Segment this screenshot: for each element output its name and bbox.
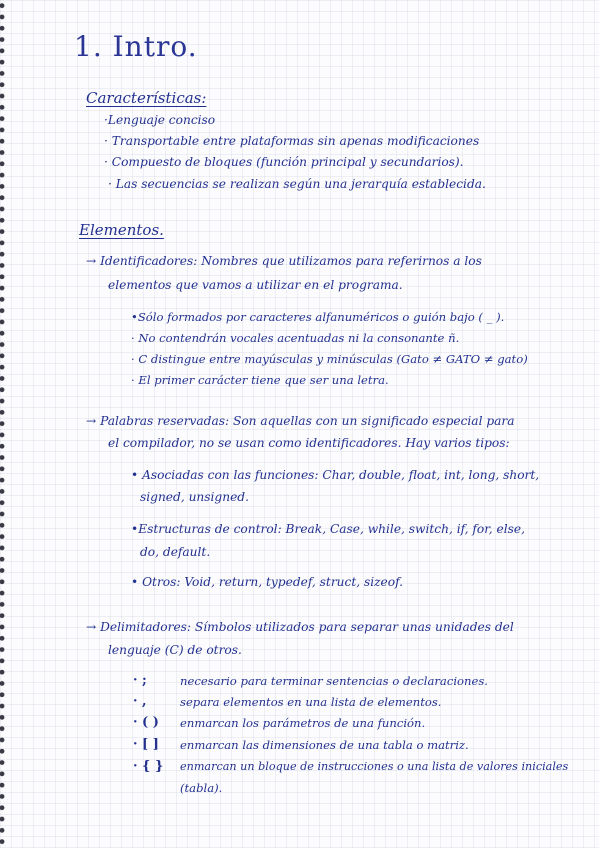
delimitadores-line: → Delimitadores: Símbolos utilizados para separar unas unidades del xyxy=(86,620,514,634)
spiral-binding-holes xyxy=(0,0,8,848)
delimiter-symbol: · ; xyxy=(133,673,147,688)
delimiter-symbol: · , xyxy=(133,694,147,709)
delimiter-description: enmarcan las dimensiones de una tabla o matriz. xyxy=(180,738,469,752)
palabras-asociadas-line: • Asociadas con las funciones: Char, double, float, int, long, short, xyxy=(131,468,540,482)
palabras-reservadas-line: el compilador, no se usan como identificadores. Hay varios tipos: xyxy=(108,436,510,450)
identificadores-item: · No contendrán vocales acentuadas ni la consonante ñ. xyxy=(131,331,460,345)
caracteristica-item: ·Lenguaje conciso xyxy=(104,113,216,127)
delimiter-description: enmarcan los parámetros de una función. xyxy=(180,716,426,730)
identificadores-line: → Identificadores: Nombres que utilizamos para referirnos a los xyxy=(86,254,482,268)
delimiter-description: necesario para terminar sentencias o declaraciones. xyxy=(180,674,488,688)
palabras-control-line: do, default. xyxy=(140,545,211,559)
delimiter-description: enmarcan un bloque de instrucciones o una lista de valores iniciales xyxy=(180,760,569,773)
identificadores-line: elementos que vamos a utilizar en el programa. xyxy=(108,278,403,292)
delimiter-symbol: · ( ) xyxy=(133,715,159,730)
palabras-reservadas-line: → Palabras reservadas: Son aquellas con un significado especial para xyxy=(86,414,515,428)
delimiter-symbol: · { } xyxy=(133,759,164,774)
caracteristica-item: · Las secuencias se realizan según una jerarquía establecida. xyxy=(108,177,486,191)
palabras-asociadas-line: signed, unsigned. xyxy=(140,490,249,504)
identificadores-item: •Sólo formados por caracteres alfanuméricos o guión bajo ( _ ). xyxy=(131,310,505,324)
palabras-otros-line: • Otros: Void, return, typedef, struct, sizeof. xyxy=(131,575,404,589)
identificadores-item: · El primer carácter tiene que ser una letra. xyxy=(131,373,389,387)
identificadores-item: · C distingue entre mayúsculas y minúsculas (Gato ≠ GATO ≠ gato) xyxy=(131,352,528,366)
page-title: 1. Intro. xyxy=(74,30,198,63)
caracteristicas-heading: Características: xyxy=(86,89,207,107)
delimiter-symbol: · [ ] xyxy=(133,737,159,752)
palabras-control-line: •Estructuras de control: Break, Case, while, switch, if, for, else, xyxy=(131,522,525,536)
delimiter-description: separa elementos en una lista de elementos. xyxy=(180,695,442,709)
caracteristica-item: · Compuesto de bloques (función principal y secundarios). xyxy=(104,155,464,169)
caracteristica-item: · Transportable entre plataformas sin apenas modificaciones xyxy=(104,134,480,148)
elementos-heading: Elementos. xyxy=(79,221,164,239)
delimitadores-line: lenguaje (C) de otros. xyxy=(108,643,242,657)
delimiter-description-continued: (tabla). xyxy=(180,781,223,795)
